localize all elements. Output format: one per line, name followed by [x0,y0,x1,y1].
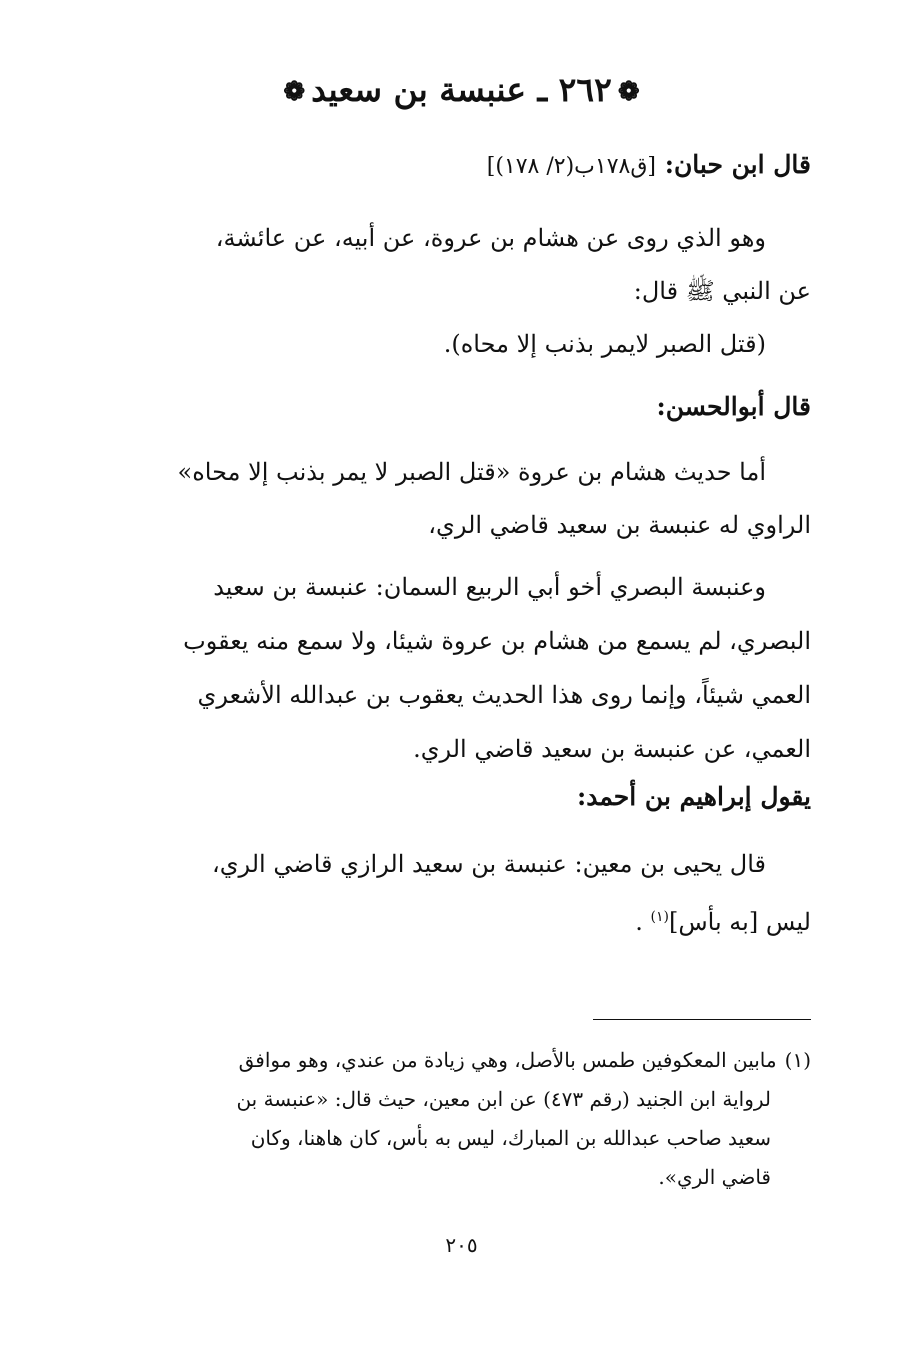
text-line: قال يحيى بن معين: عنبسة بن سعيد الرازي قاضي الري، [211,850,766,878]
paragraph-ibn-maeen [133,838,811,949]
text-line: وهو الذي روى عن هشام بن عروة، عن أبيه، عن عائشة، [215,224,766,252]
text-line: (قتل الصبر لايمر بذنب إلا محاه). [443,330,766,358]
text-line: البصري، لم يسمع من هشام بن عروة شيئا، ولا سمع منه يعقوب [183,627,811,655]
ornament-right-icon: ❁ [617,77,640,107]
text-line: وعنبسة البصري أخو أبي الربيع السمان: عنبسة بن سعيد [213,573,766,601]
footnote [133,1041,811,1197]
text-line: العمي شيئاً، وإنما روى هذا الحديث يعقوب بن عبدالله الأشعري [197,681,811,709]
entry-title [0,70,923,109]
paragraph-anbasa-basri [133,560,811,776]
heading-abul-hasan [656,392,811,421]
paragraph-hadith-note [133,446,811,552]
ornament-left-icon: ❁ [283,77,306,107]
text-segment: ليس [به بأس] [669,908,811,936]
heading-text: قال أبوالحسن: [656,392,811,421]
heading-text: يقول إبراهيم بن أحمد: [577,782,811,811]
footnote-line: سعيد صاحب عبدالله بن المبارك، ليس به بأس، كان هاهنا، وكان [250,1126,771,1150]
paragraph-narration [133,212,811,371]
text-line: العمي، عن عنبسة بن سعيد قاضي الري. [413,735,811,763]
footnote-line: لرواية ابن الجنيد (رقم ٤٧٣) عن ابن معين، حيث قال: «عنبسة بن [236,1087,771,1111]
footnote-divider [593,1019,811,1020]
footnote-marker[interactable]: (١) [650,909,670,925]
footnote-number: (١) [784,1048,811,1072]
page-number: ٢٠٥ [445,1233,478,1257]
text-line: عن النبي ﷺ قال: [633,277,811,305]
text-line: أما حديث هشام بن عروة «قتل الصبر لا يمر بذنب إلا محاه» [177,458,766,486]
heading-ibn-hibban [487,150,811,179]
footnote-line [133,1041,811,1080]
text-line [133,891,811,949]
entry-title-text: ٢٦٢ ـ عنبسة بن سعيد [311,70,612,109]
text-line: الراوي له عنبسة بن سعيد قاضي الري، [428,511,811,539]
footnote-line: قاضي الري». [658,1165,771,1189]
manuscript-reference: [ق١٧٨ب(٢/ ١٧٨)] [486,154,656,179]
heading-ibrahim [577,782,811,811]
heading-text: قال ابن حبان: [664,150,811,179]
footnote-text: مابين المعكوفين طمس بالأصل، وهي زيادة من عندي، وهو موافق [238,1048,777,1072]
end-mark: . [635,908,643,936]
